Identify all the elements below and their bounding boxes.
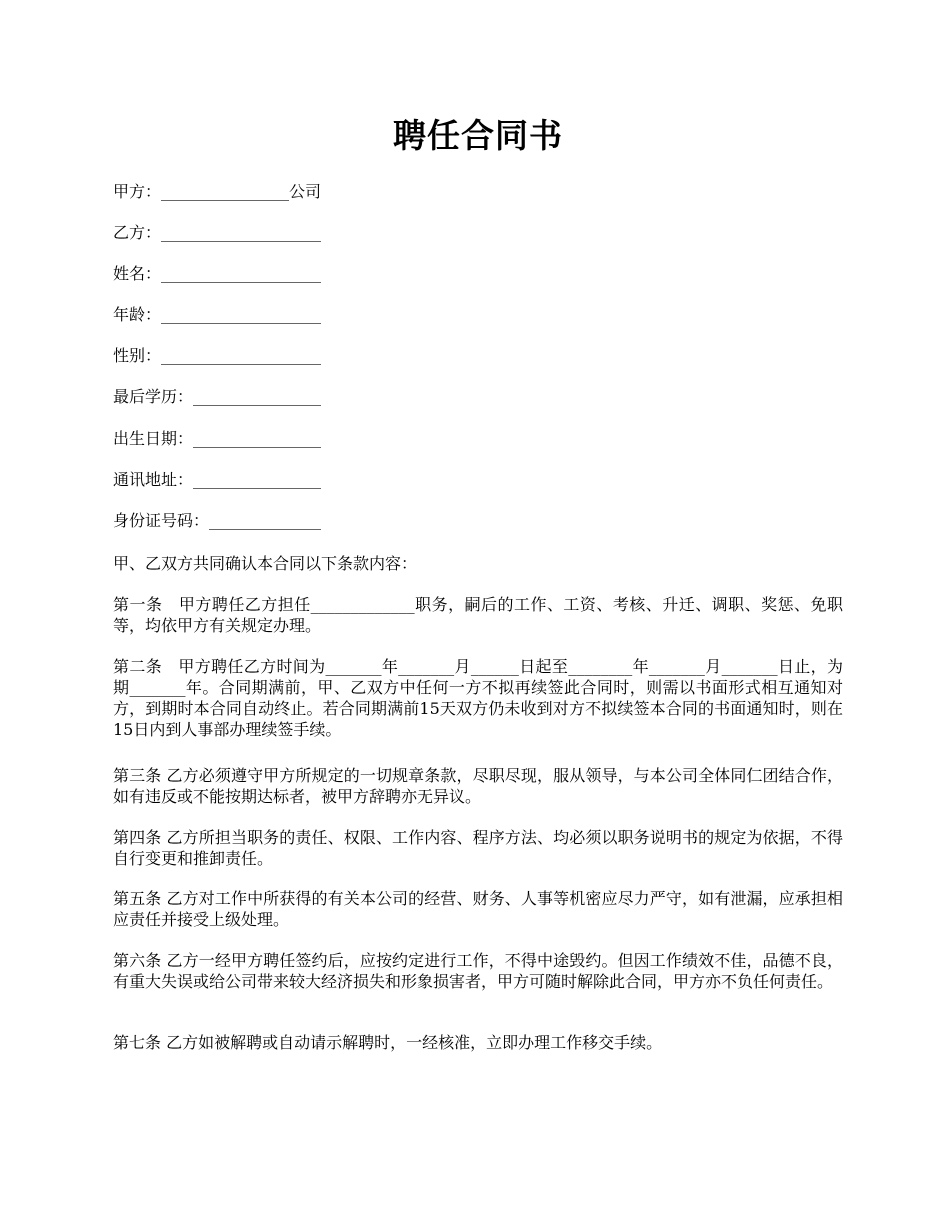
intro-text: 甲、乙双方共同确认本合同以下条款内容： xyxy=(113,554,418,573)
field-age: 年龄：____________________ xyxy=(113,305,322,324)
clause-3: 第三条 乙方必须遵守甲方所规定的一切规章条款，尽职尽现，服从领导，与本公司全体同仁团结合作，如有违反或不能按期达标者，被甲方辞聘亦无异议。 xyxy=(113,766,843,806)
field-gender: 性别：____________________ xyxy=(113,346,322,365)
field-party-a: 甲方：________________公司 xyxy=(113,182,322,201)
clause-6: 第六条 乙方一经甲方聘任签约后，应按约定进行工作，不得中途毁约。但因工作绩效不佳，品德不良，有重大失误或给公司带来较大经济损失和形象损害者，甲方可随时解除此合同，甲方亦不负任何责任。 xyxy=(113,951,843,991)
document-title: 聘任合同书 xyxy=(393,116,563,155)
field-education: 最后学历：________________ xyxy=(113,387,322,406)
clause-4: 第四条 乙方所担当职务的责任、权限、工作内容、程序方法、均必须以职务说明书的规定为依据，不得自行变更和推卸责任。 xyxy=(113,828,843,868)
field-id-number: 身份证号码：______________ xyxy=(113,511,322,530)
field-name: 姓名：____________________ xyxy=(113,264,322,283)
clause-1: 第一条 甲方聘任乙方担任_____________职务，嗣后的工作、工资、考核、升迁、调职、奖惩、免职等，均依甲方有关规定办理。 xyxy=(113,595,843,635)
field-birthdate: 出生日期：________________ xyxy=(113,429,322,448)
clause-5: 第五条 乙方对工作中所获得的有关本公司的经营、财务、人事等机密应尽力严守，如有泄漏，应承担相应责任并接受上级处理。 xyxy=(113,889,843,929)
field-address: 通讯地址：________________ xyxy=(113,470,322,489)
field-party-b: 乙方：____________________ xyxy=(113,223,322,242)
clause-2: 第二条 甲方聘任乙方时间为_______年_______月______日起至________年_______月_______日止，为期_______年。合同期满前，甲、乙双方中任何一方不拟再续签此合同时，则需以书面形式相互通知对方，到期时本合同自动终止。若合同期满前15天双方仍未收到对方不拟续签本合同的书面通知时，则在15日内到人事部办理续签手续。 xyxy=(113,657,843,739)
clause-7: 第七条 乙方如被解聘或自动请示解聘时，一经核准，立即办理工作移交手续。 xyxy=(113,1033,663,1052)
